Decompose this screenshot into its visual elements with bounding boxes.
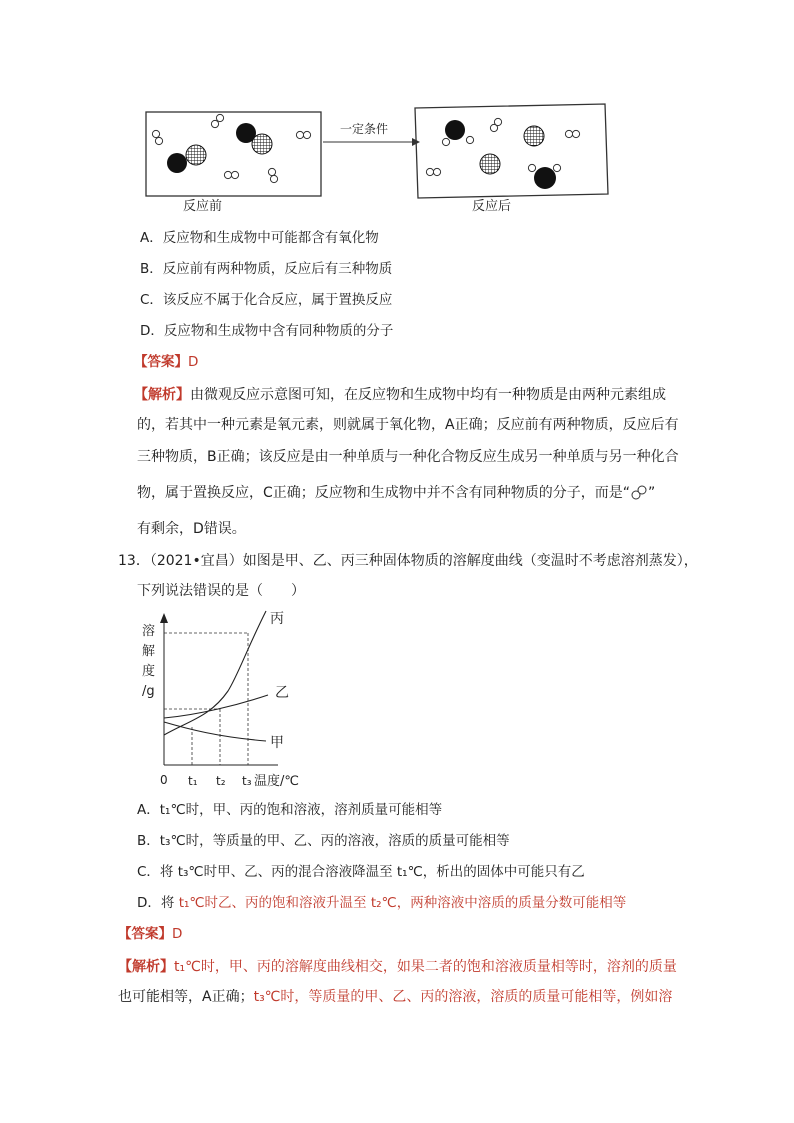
q13-option-d-text: t₁℃时乙、丙的饱和溶液升温至 t₂℃，两种溶液中溶质的质量分数可能相等 <box>178 895 627 911</box>
y-label-1: 溶 <box>142 624 156 639</box>
q13-option-a: A．t₁℃时，甲、丙的饱和溶液，溶剂质量可能相等 <box>137 802 443 818</box>
after-caption: 反应后 <box>472 199 512 214</box>
label-jia: 甲 <box>270 735 284 751</box>
q13-answer-tag: 【答案】 <box>118 926 172 942</box>
before-caption: 反应前 <box>183 199 223 214</box>
q13-analysis-line-2 <box>118 986 672 1008</box>
q12-analysis-line-3: 三种物质，B正确；该反应是由一种单质与一种化合物反应生成另一种单质与另一种化合 <box>137 449 679 465</box>
label-bing: 丙 <box>270 611 284 627</box>
after-box <box>415 104 608 198</box>
q13-option-b: B．t₃℃时，等质量的甲、乙、丙的溶液，溶质的质量可能相等 <box>137 833 510 849</box>
q12-analysis-line-5: 有剩余，D错误。 <box>137 521 246 537</box>
q12-analysis-quote-close: ” <box>648 485 656 501</box>
o2-molecule-icon <box>630 485 648 501</box>
before-molecules <box>152 114 310 182</box>
y-label-4: /g <box>142 684 155 699</box>
before-box <box>146 112 321 196</box>
curve-yi <box>164 695 268 718</box>
y-label-3: 度 <box>142 664 156 679</box>
arrow-label: 一定条件 <box>340 122 389 136</box>
q13-analysis-text-2a: 也可能相等，A正确； <box>118 989 254 1005</box>
y-axis-arrow <box>160 613 168 623</box>
q12-analysis-text-4: 物，属于置换反应，C正确；反应物和生成物中并不含有同种物质的分子，而是“ <box>137 485 631 501</box>
q13-analysis-line-1 <box>118 956 677 978</box>
solubility-graph <box>138 605 308 790</box>
q12-option-a: A．反应物和生成物中可能都含有氧化物 <box>140 230 379 246</box>
tick-t3: t₃ <box>242 774 252 788</box>
after-molecules <box>426 118 579 189</box>
q13-option-d <box>137 893 626 913</box>
tick-t2: t₂ <box>216 774 226 788</box>
q12-analysis-text-1: 由微观反应示意图可知，在反应物和生成物中均有一种物质是由两种元素组成 <box>190 387 666 403</box>
q12-answer-value: D <box>188 354 199 370</box>
q12-analysis-tag: 【解析】 <box>134 387 190 403</box>
tick-t1: t₁ <box>188 774 198 788</box>
q13-analysis-text-2b: t₃℃时，等质量的甲、乙、丙的溶液，溶质的质量可能相等，例如溶 <box>253 989 673 1005</box>
q12-option-c: C．该反应不属于化合反应，属于置换反应 <box>140 292 393 308</box>
x-axis-label: 温度/℃ <box>254 774 299 789</box>
curve-jia <box>164 722 266 741</box>
q12-analysis-line-1 <box>134 384 666 406</box>
q12-option-d: D．反应物和生成物中含有同种物质的分子 <box>140 323 394 339</box>
y-label-2: 解 <box>142 644 156 659</box>
q12-analysis-line-2: 的，若其中一种元素是氧元素，则就属于氧化物，A正确；反应前有两种物质，反应后有 <box>137 417 679 433</box>
q13-stem-line-2: 下列说法错误的是（ ） <box>137 583 305 599</box>
q12-analysis-line-4 <box>137 482 655 504</box>
q13-analysis-text-1: t₁℃时，甲、丙的溶解度曲线相交，如果二者的饱和溶液质量相等时，溶剂的质量 <box>174 959 677 975</box>
q13-option-c: C．将 t₃℃时甲、乙、丙的混合溶液降温至 t₁℃，析出的固体中可能只有乙 <box>137 864 585 880</box>
q12-answer <box>134 352 198 372</box>
q12-option-b: B．反应前有两种物质，反应后有三种物质 <box>140 261 393 277</box>
q13-answer <box>118 924 182 944</box>
origin-label: 0 <box>160 773 168 787</box>
q13-analysis-tag: 【解析】 <box>118 959 174 975</box>
label-yi: 乙 <box>275 685 289 701</box>
q13-answer-value: D <box>172 926 183 942</box>
q13-stem-line-1: 13．（2021•宜昌）如图是甲、乙、丙三种固体物质的溶解度曲线（变温时不考虑溶剂蒸发）， <box>118 553 698 569</box>
q13-option-d-prefix: D．将 <box>137 895 179 911</box>
q12-answer-tag: 【答案】 <box>134 354 188 370</box>
